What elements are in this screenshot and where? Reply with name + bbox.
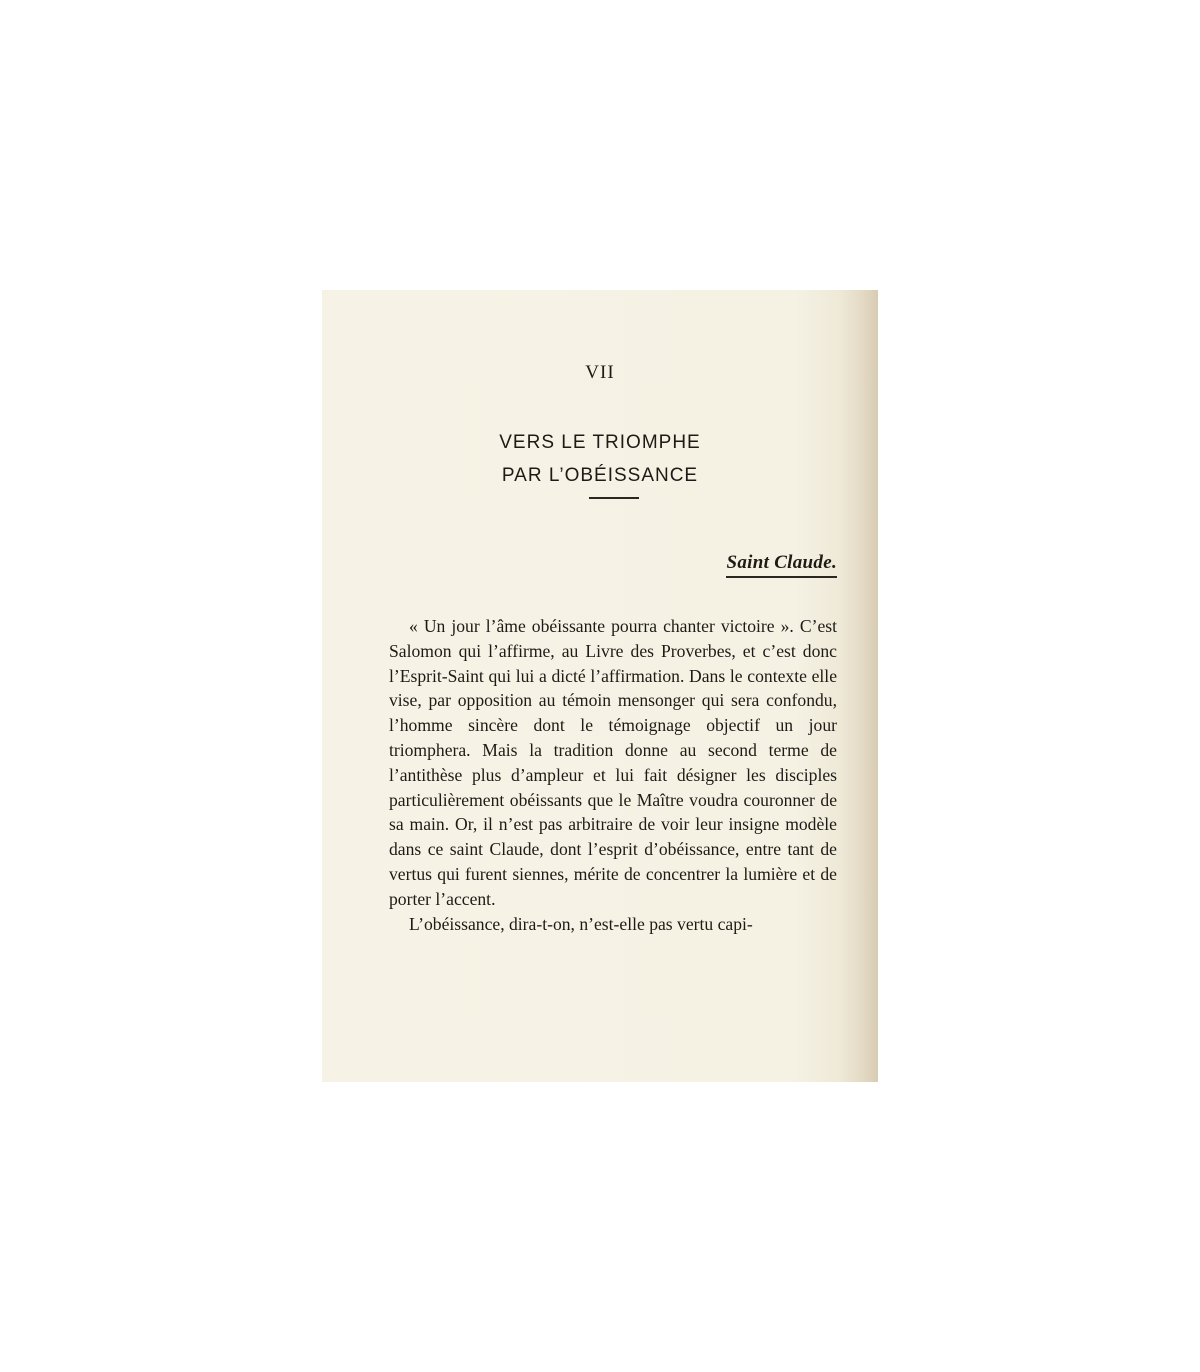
body-text <box>389 614 837 936</box>
paragraph-2: L’obéissance, dira-t-on, n’est-elle pas vertu capi- <box>409 913 753 934</box>
title-divider <box>589 497 639 499</box>
chapter-title <box>322 426 878 492</box>
chapter-number: VII <box>585 362 615 383</box>
chapter-title-line-1: VERS LE TRIOMPHE <box>499 432 701 453</box>
book-page <box>322 290 878 1082</box>
chapter-title-line-2: PAR L’OBÉISSANCE <box>501 465 699 486</box>
paragraph-1: « Un jour l’âme obéissante pourra chanter victoire ». C’est Salomon qui l’affirme, au Livre des Proverbes, et c’est donc l’Esprit-Saint qui lui a dicté l’affirmation. Dans le contexte elle vise, par opposition au témoin mensonger qui sera confondu, l’homme sincère dont le témoignage objectif un jour triomphera. Mais la tradition donne au second terme de l’antithèse plus d’ampleur et lui fait désigner les disciples particulièrement obéissants que le Maître voudra couronner de sa main. Or, il n’est pas arbitraire de voir leur insigne modèle dans ce saint Claude, dont l’esprit d’obéissance, entre tant de vertus qui furent siennes, mérite de concentrer la lumière et de porter l’accent. <box>389 616 837 909</box>
section-heading: Saint Claude. <box>726 552 837 578</box>
